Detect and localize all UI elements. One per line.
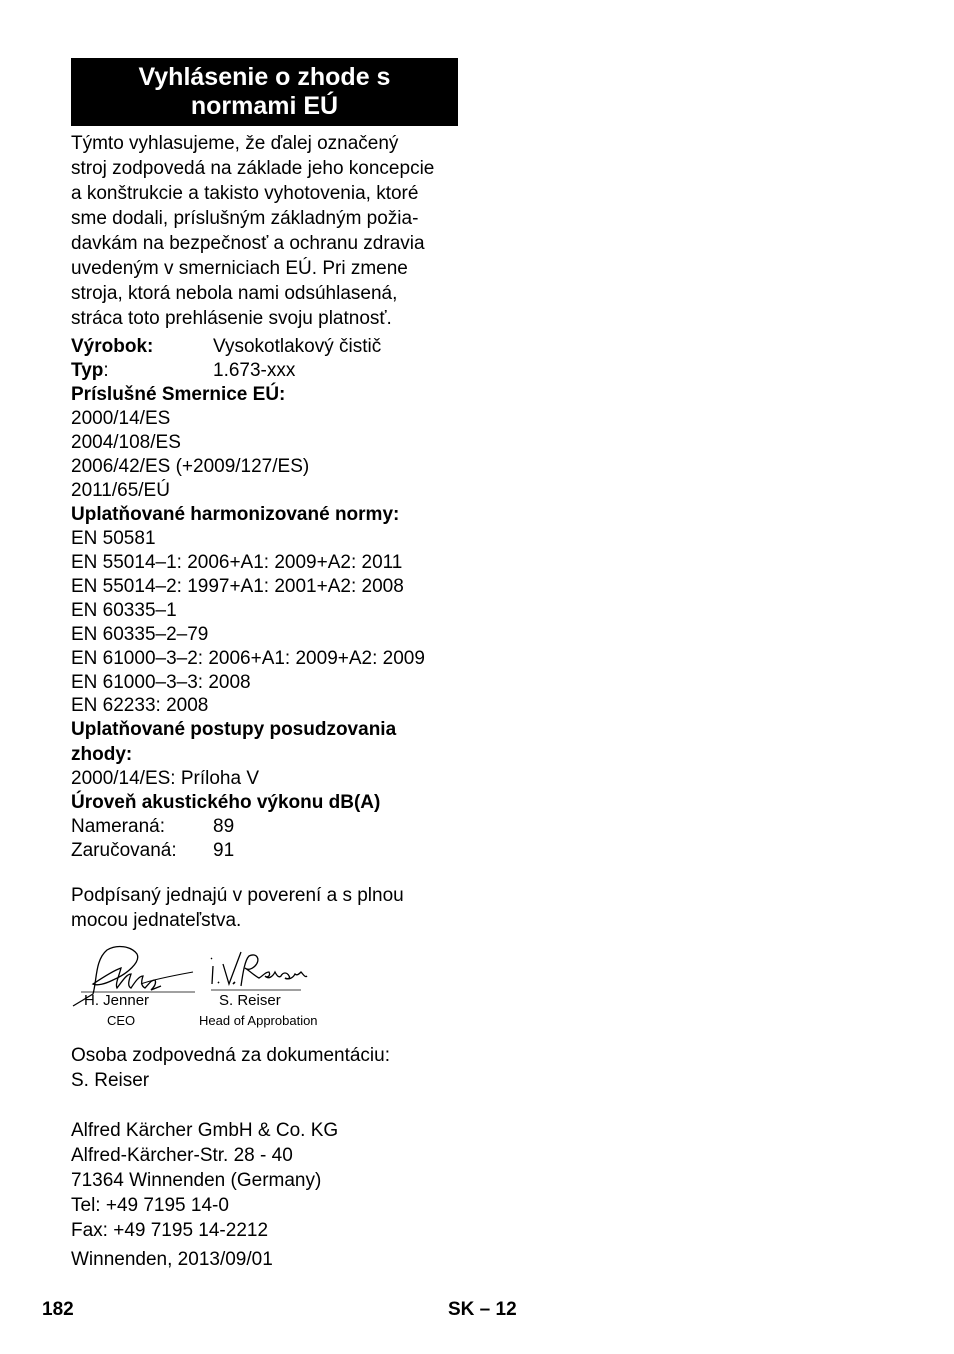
signer-name-1: H. Jenner [84,992,150,1009]
company-street: Alfred-Kärcher-Str. 28 - 40 [71,1145,293,1166]
intro-paragraph [71,131,466,331]
title-line-2: normami EÚ [190,92,339,120]
directive-item: 2006/42/ES (+2009/127/ES) [71,456,310,477]
norm-item: EN 60335–1 [71,600,177,621]
directive-item: 2004/108/ES [71,432,181,453]
norms-heading: Uplatňované harmonizované normy: [71,504,400,525]
type-label: Typ [71,360,104,381]
intro-line: stroja, ktorá nebola nami odsúhlasená, [71,283,398,304]
procedures-heading-line-2: zhody: [71,744,133,765]
company-fax: Fax: +49 7195 14-2212 [71,1220,269,1241]
company-tel: Tel: +49 7195 14-0 [71,1195,229,1216]
norm-item: EN 50581 [71,528,156,549]
signer-role-2: Head of Approbation [199,1013,318,1028]
signature-block [71,940,351,1032]
norm-item: EN 55014–1: 2006+A1: 2009+A2: 2011 [71,552,403,573]
directive-item: 2011/65/EÚ [71,480,170,501]
intro-line: davkám na bezpečnosť a ochranu zdravia [71,233,425,254]
norm-item: EN 61000–3–3: 2008 [71,672,251,693]
authorization-line-2: mocou jednateľstva. [71,910,242,931]
intro-line: a konštrukcie a takisto vyhotovenia, ktoré [71,183,419,204]
type-colon: : [103,360,109,381]
company-name: Alfred Kärcher GmbH & Co. KG [71,1120,339,1141]
norm-item: EN 55014–2: 1997+A1: 2001+A2: 2008 [71,576,404,597]
procedure-item: 2000/14/ES: Príloha V [71,768,260,789]
intro-line: sme dodali, príslušným základným požia- [71,208,419,229]
type-label-row [71,359,109,383]
norm-item: EN 62233: 2008 [71,695,209,716]
place-date: Winnenden, 2013/09/01 [71,1249,273,1270]
intro-line: Týmto vyhlasujeme, že ďalej označený [71,133,399,154]
measured-value: 89 [213,816,235,837]
title-line-1: Vyhlásenie o zhode s [138,63,391,91]
procedures-heading-line-1: Uplatňované postupy posudzovania [71,719,397,740]
norm-item: EN 61000–3–2: 2006+A1: 2009+A2: 2009 [71,648,425,669]
signer-role-1: CEO [107,1013,136,1028]
acoustic-heading: Úroveň akustického výkonu dB(A) [71,792,381,813]
product-label: Výrobok: [71,336,154,357]
documentation-label: Osoba zodpovedná za dokumentáciu: [71,1045,390,1066]
company-city: 71364 Winnenden (Germany) [71,1170,322,1191]
page-title [71,58,458,126]
measured-label: Nameraná: [71,816,165,837]
signer-name-2: S. Reiser [219,992,281,1009]
directives-heading: Príslušné Smernice EÚ: [71,384,286,405]
section-label: SK – 12 [448,1299,517,1320]
directive-item: 2000/14/ES [71,408,171,429]
norm-item: EN 60335–2–79 [71,624,209,645]
guaranteed-label: Zaručovaná: [71,840,177,861]
intro-line: uvedeným v smerniciach EÚ. Pri zmene [71,258,408,279]
page-number: 182 [42,1299,74,1320]
intro-line: stráca toto prehlásenie svoju platnosť. [71,308,392,329]
authorization-line-1: Podpísaný jednajú v poverení a s plnou [71,885,404,906]
type-value: 1.673-xxx [213,360,296,381]
guaranteed-value: 91 [213,840,235,861]
documentation-person: S. Reiser [71,1070,150,1091]
intro-line: stroj zodpovedá na základe jeho koncepcie [71,158,435,179]
product-value: Vysokotlakový čistič [213,336,382,357]
